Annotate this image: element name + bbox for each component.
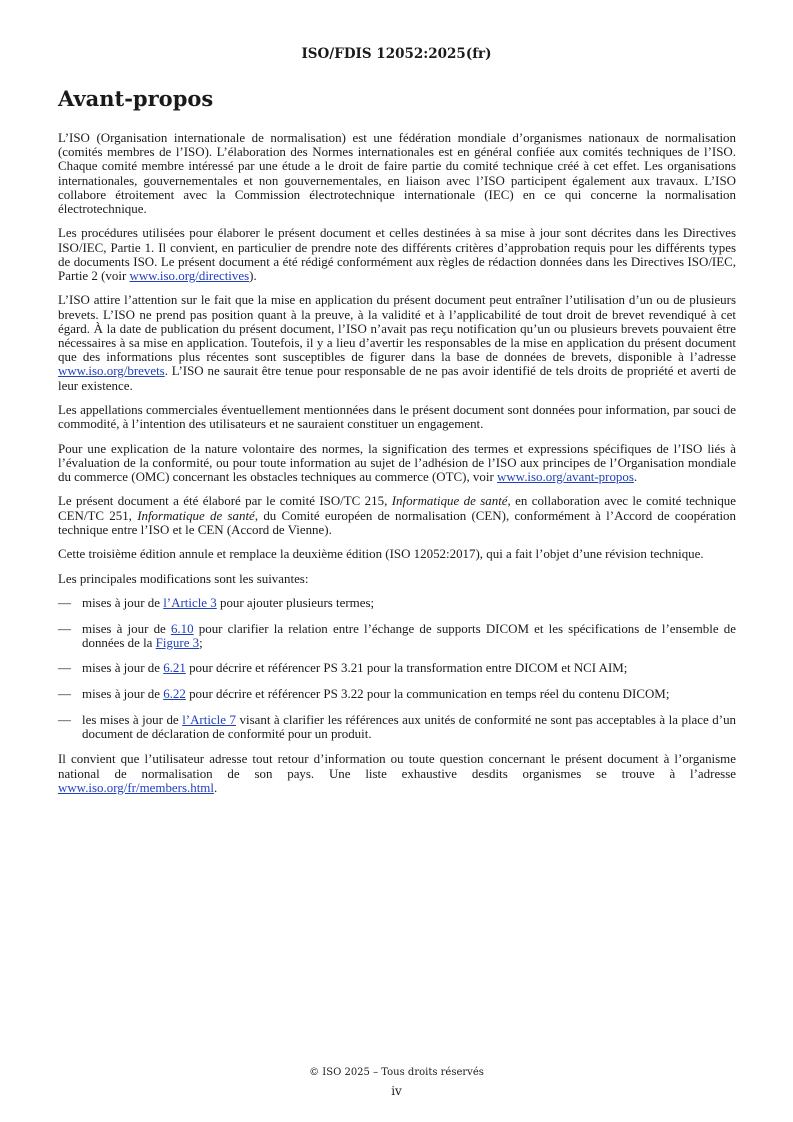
link-6-22[interactable]: 6.22 [163, 685, 186, 701]
paragraph-changes-intro: Les principales modifications sont les suivantes: [58, 570, 309, 586]
link-avant-propos[interactable]: www.iso.org/avant-propos [497, 469, 634, 485]
dash-bullet: — [58, 660, 71, 676]
dash-bullet: — [58, 594, 71, 610]
paragraph-voluntary-nature: Pour une explication de la nature volontaire des normes, la signification des termes et expressions spécifiques de l’ISO liés à l’évaluation de la conformité, ou pour toute information au sujet de l’adhésion de l’ISO aux principes de l’Organisation mondiale du commerce (OMC) concernant les obstacles techniques au commerce (OTC), voir www.iso.org/avant-propos. [58, 440, 736, 485]
link-6-21[interactable]: 6.21 [163, 660, 186, 676]
list-item: — mises à jour de l’Article 3 pour ajouter plusieurs termes; [58, 594, 375, 610]
dash-bullet: — [58, 711, 71, 727]
link-article-7[interactable]: l’Article 7 [182, 711, 236, 727]
link-figure-3[interactable]: Figure 3 [155, 634, 200, 650]
paragraph-committee: Le présent document a été élaboré par le comité ISO/TC 215, Informatique de santé, en collaboration avec le comité technique CEN/TC 251, Informatique de santé, du Comité européen de normalisation (CEN), conformément à l’Accord de coopération technique entre l’ISO et le CEN (Accord de Vienne). [58, 493, 737, 537]
link-members[interactable]: www.iso.org/fr/members.html [58, 779, 214, 795]
dash-bullet: — [58, 620, 71, 636]
dash-bullet: — [58, 685, 71, 701]
paragraph-edition: Cette troisième édition annule et remplace la deuxième édition (ISO 12052:2017), qui a fait l’objet d’une révision technique. [58, 546, 704, 562]
document-id-header: ISO/FDIS 12052:2025(fr) [301, 46, 492, 62]
paragraph-iso-intro: L’ISO (Organisation internationale de normalisation) est une fédération mondiale d’organismes nationaux de normalisation (comités membres de l’ISO). L’élaboration des Normes internationales est en général confiée aux comités techniques de l’ISO. Chaque comité membre intéressé par une étude a le droit de faire partie du comité technique créé à cet effet. Les organisations internationales, gouvernementales et non gouvernementales, en liaison avec l’ISO participent également aux travaux. L’ISO collabore étroitement avec la Commission électrotechnique internationale (IEC) en ce qui concerne la normalisation électrotechnique. [58, 130, 736, 217]
changes-list [58, 596, 736, 741]
foreword-body [58, 131, 736, 795]
list-item: — les mises à jour de l’Article 7 visant à clarifier les références aux unités de conformité ne sont pas acceptables à la place d’un document de déclaration de conformité pour un produit. [58, 711, 737, 741]
list-item: — mises à jour de 6.10 pour clarifier la relation entre l’échange de supports DICOM et les spécifications de l’ensemble de données de la Figure 3; [58, 620, 736, 650]
link-directives[interactable]: www.iso.org/directives [129, 268, 250, 284]
list-item: — mises à jour de 6.21 pour décrire et référencer PS 3.21 pour la transformation entre DICOM et NCI AIM; [58, 660, 628, 676]
copyright-footer: © ISO 2025 – Tous droits réservés [309, 1067, 484, 1078]
paragraph-patents: L’ISO attire l’attention sur le fait que la mise en application du présent document peut entraîner l’utilisation d’un ou de plusieurs brevets. L’ISO ne prend pas position quant à la preuve, à la validité et à l’applicabilité de tout droit de brevet revendiqué à cet égard. À la date de publication du présent document, l’ISO n’avait pas reçu notification qu’un ou plusieurs brevets pouvaient être nécessaires à sa mise en application. Toutefois, il y a lieu d’avertir les responsables de la mise en application du présent document que des informations plus récentes sont susceptibles de figurer dans la base de données de brevets, disponible à l’adresse www.iso.org/brevets. L’ISO ne saurait être tenue pour responsable de ne pas avoir identifié de tels droits de propriété et averti de leur existence. [58, 292, 736, 393]
list-item: — mises à jour de 6.22 pour décrire et référencer PS 3.22 pour la communication en temps réel du contenu DICOM; [58, 685, 670, 701]
link-brevets[interactable]: www.iso.org/brevets [58, 363, 165, 379]
link-article-3[interactable]: l’Article 3 [163, 594, 217, 610]
paragraph-procedures: Les procédures utilisées pour élaborer le présent document et celles destinées à sa mise à jour sont décrites dans les Directives ISO/IEC, Partie 1. Il convient, en particulier de prendre note des différents critères d’approbation requis pour les différents types de documents ISO. Le présent document a été rédigé conformément aux règles de rédaction données dans les Directives ISO/IEC, Partie 2 (voir www.iso.org/directives). [58, 225, 736, 284]
paragraph-trade-names: Les appellations commerciales éventuellement mentionnées dans le présent document sont données pour information, par souci de commodité, à l’intention des utilisateurs et ne sauraient constituer un engagement. [58, 402, 736, 432]
page-title: Avant-propos [58, 86, 214, 111]
paragraph-feedback: Il convient que l’utilisateur adresse tout retour d’information ou toute question concernant le présent document à l’organisme national de normalisation de son pays. Une liste exhaustive desdits organismes se trouve à l’adresse www.iso.org/fr/members.html. [58, 751, 736, 795]
link-6-10[interactable]: 6.10 [170, 620, 194, 636]
page-number: iv [391, 1084, 402, 1098]
